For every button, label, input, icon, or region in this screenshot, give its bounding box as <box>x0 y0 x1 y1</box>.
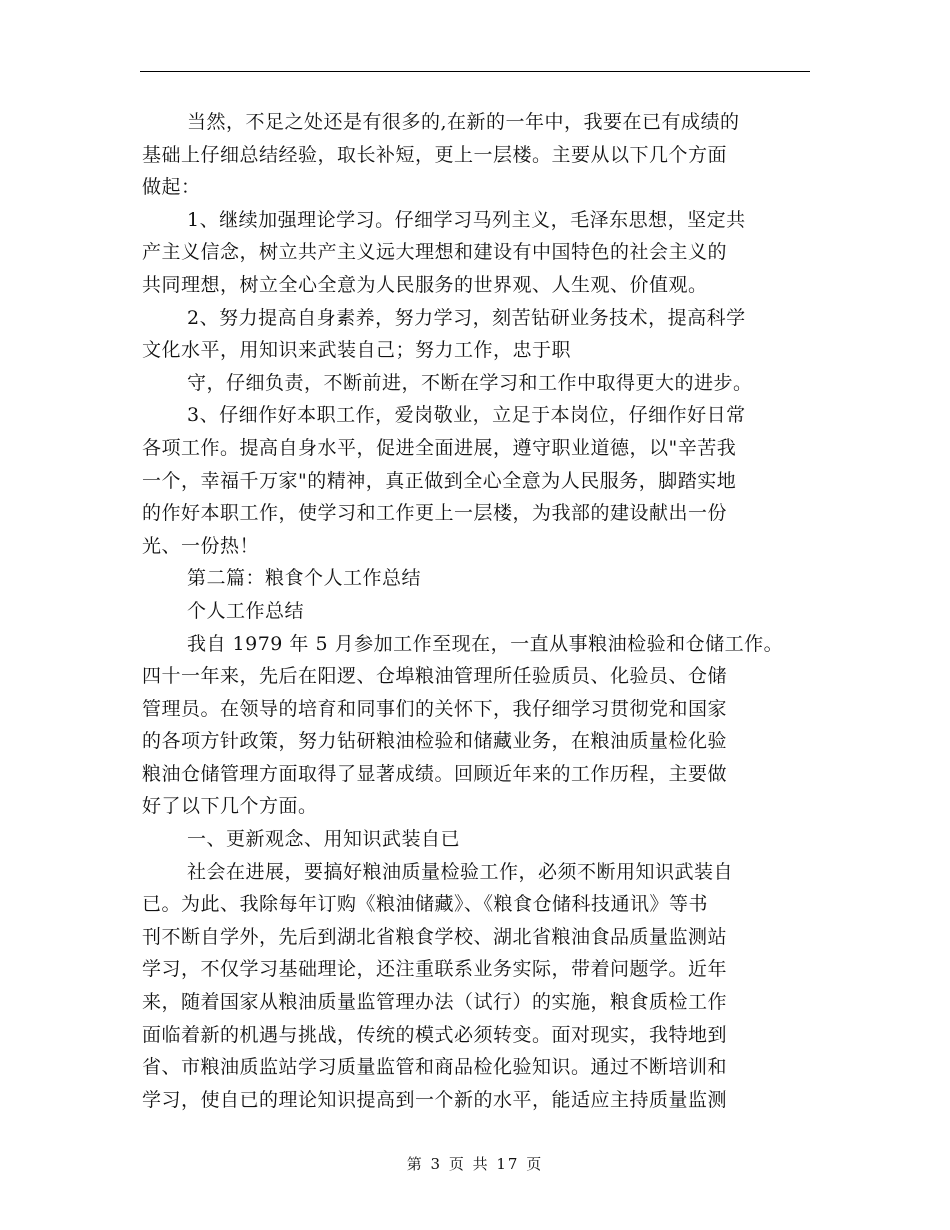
text-line: 基础上仔细总结经验，取长补短，更上一层楼。主要从以下几个方面 <box>142 143 728 166</box>
text-line: 学习，不仅学习基础理论，还注重联系业务实际，带着问题学。近年 <box>142 958 728 981</box>
header-rule <box>140 71 810 72</box>
text-line: 已。为此、我除每年订购《粮油储藏》、《粮食仓储科技通讯》等书 <box>142 893 709 916</box>
text-line: 刊不断自学外，先后到湖北省粮食学校、湖北省粮油食品质量监测站 <box>142 925 728 948</box>
text-line: 产主义信念，树立共产主义远大理想和建设有中国特色的社会主义的 <box>142 241 728 264</box>
text-line: 光、一份热！ <box>142 534 260 557</box>
text-line: 1、继续加强理论学习。仔细学习马列主义，毛泽东思想，坚定共 <box>187 208 746 231</box>
text-line: 做起： <box>142 176 201 199</box>
text-line: 社会在进展，要搞好粮油质量检验工作，必须不断用知识武装自 <box>187 860 734 883</box>
text-line: 省、市粮油质监站学习质量监管和商品检化验知识。通过不断培训和 <box>142 1056 728 1079</box>
text-line: 我自 1979 年 5 月参加工作至现在，一直从事粮油检验和仓储工作。 <box>187 632 784 655</box>
text-line: 学习，使自已的理论知识提高到一个新的水平，能适应主持质量监测 <box>142 1088 728 1111</box>
subheading: 个人工作总结 <box>187 599 305 622</box>
text-line: 的作好本职工作，使学习和工作更上一层楼，为我部的建设献出一份 <box>142 502 728 525</box>
text-line: 粮油仓储管理方面取得了显著成绩。回顾近年来的工作历程，主要做 <box>142 762 728 785</box>
text-line: 文化水平，用知识来武装自己；努力工作，忠于职 <box>142 339 572 362</box>
text-line: 2、努力提高自身素养，努力学习，刻苦钻研业务技术，提高科学 <box>187 306 746 329</box>
text-line: 管理员。在领导的培育和同事们的关怀下，我仔细学习贯彻党和国家 <box>142 697 728 720</box>
text-line: 共同理想，树立全心全意为人民服务的世界观、人生观、价值观。 <box>142 273 708 296</box>
text-line: 3、仔细作好本职工作，爱岗敬业，立足于本岗位，仔细作好日常 <box>187 404 746 427</box>
text-line: 各项工作。提高自身水平，促进全面进展，遵守职业道德，以"辛苦我 <box>142 436 737 459</box>
text-line: 好了以下几个方面。 <box>142 795 318 818</box>
text-line: 一个，幸福千万家"的精神，真正做到全心全意为人民服务，脚踏实地 <box>142 469 737 492</box>
text-line: 四十一年来，先后在阳逻、仓埠粮油管理所任验质员、化验员、仓储 <box>142 665 728 688</box>
text-line: 面临着新的机遇与挑战，传统的模式必须转变。面对现实，我特地到 <box>142 1023 728 1046</box>
section-heading: 第二篇：粮食个人工作总结 <box>187 567 422 590</box>
text-line: 来，随着国家从粮油质量监管理办法（试行）的实施，粮食质检工作 <box>142 991 728 1014</box>
page-number: 第 3 页 共 17 页 <box>406 1155 544 1173</box>
body-text <box>142 106 842 1116</box>
text-line: 守，仔细负责，不断前进，不断在学习和工作中取得更大的进步。 <box>187 371 753 394</box>
text-line: 的各项方针政策，努力钻研粮油检验和储藏业务，在粮油质量检化验 <box>142 730 728 753</box>
text-line: 当然，不足之处还是有很多的,在新的一年中，我要在已有成绩的 <box>187 111 740 133</box>
subheading: 一、更新观念、用知识武装自已 <box>187 828 461 851</box>
